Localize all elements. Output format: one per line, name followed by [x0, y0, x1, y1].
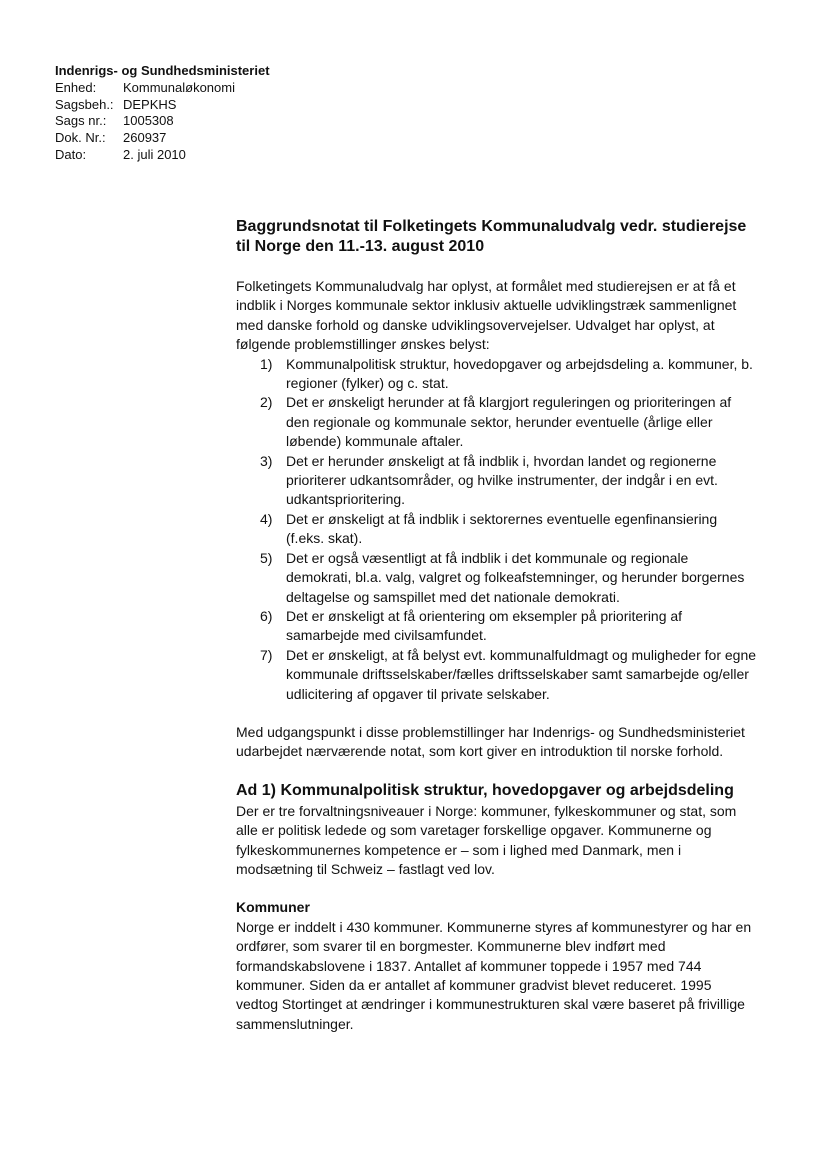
document-title: Baggrundsnotat til Folketingets Kommunaludvalg vedr. studierejse til Norge den 11.-13. august 2010 — [236, 218, 747, 255]
subsection-paragraph: Norge er inddelt i 430 kommuner. Kommunerne styres af kommunestyrer og har en ordfører, som svarer til en borgmester. Kommunerne blev indført med formandskabslovene i 1837. Antallet af kommuner toppede i 1957 med 744 kommuner. Siden da er antallet af kommuner gradvist blevet reduceret. 1995 vedtog Stortinget at ændringer i kommunestrukturen skal være baseret på frivillige sammenslutninger. — [236, 918, 752, 1032]
list-item — [236, 510, 756, 549]
list-item — [236, 549, 756, 607]
list-item-text: Det er også væsentligt at få indblik i det kommunale og regionale demokrati, bl.a. valg, valgret og folkeafstemninger, og herunder borgernes deltagelse og samspillet med det nationale demokrati. — [286, 549, 745, 605]
problem-list — [236, 355, 756, 704]
list-item — [236, 393, 756, 451]
header-field-label: Dato: — [55, 146, 87, 162]
list-item-text: Det er ønskeligt, at få belyst evt. kommunalfuldmagt og muligheder for egne kommunale driftsselskaber/fælles driftsselskaber samt samarbejde og/eller udlicitering af opgaver til private selskaber. — [286, 646, 757, 702]
list-item — [236, 607, 756, 646]
header-field-label: Sags nr.: — [55, 113, 107, 129]
header-field-label: Sagsbeh.: — [55, 96, 114, 112]
header-field-value: 260937 — [123, 130, 167, 146]
list-item-text: Kommunalpolitisk struktur, hovedopgaver og arbejdsdeling a. kommuner, b. regioner (fylker) og c. stat. — [286, 355, 753, 392]
list-item — [236, 646, 756, 704]
header-field-value: Kommunaløkonomi — [123, 79, 235, 95]
header-field-value: 2. juli 2010 — [123, 146, 186, 162]
paragraph-spacer — [236, 879, 756, 898]
section-paragraph: Der er tre forvaltningsniveauer i Norge: kommuner, fylkeskommuner og stat, som alle er politisk ledede og som varetager forskellige opgaver. Kommunerne og fylkeskommunernes kompetence er – som i lighed med Danmark, men i modsætning til Schweiz – fastlagt ved lov. — [236, 802, 737, 877]
subsection-heading: Kommuner — [236, 899, 310, 916]
header-field-case-number — [55, 113, 270, 130]
header-field-date — [55, 147, 270, 164]
document-body — [236, 217, 756, 1034]
header-field-value: 1005308 — [123, 113, 174, 129]
header-field-label: Dok. Nr.: — [55, 130, 106, 146]
header-field-handler — [55, 97, 270, 114]
document-header — [55, 63, 270, 164]
list-item-number: 7) — [260, 646, 273, 663]
list-item-number: 5) — [260, 549, 273, 566]
list-item-number: 6) — [260, 607, 273, 624]
header-field-unit — [55, 80, 270, 97]
paragraph-spacer — [236, 762, 756, 781]
header-field-label: Enhed: — [55, 79, 97, 95]
list-item-text: Det er herunder ønskeligt at få indblik i, hvordan landet og regionerne prioriterer udkantsområder, og hvilke instrumenter, der indgår i en evt. udkantsprioritering. — [286, 452, 718, 508]
header-field-value: DEPKHS — [123, 96, 177, 112]
list-item — [236, 452, 756, 510]
list-item-text: Det er ønskeligt herunder at få klargjort reguleringen og prioriteringen af den regionale og kommunale sektor, herunder eventuelle (årlige eller løbende) kommunale aftaler. — [286, 394, 732, 450]
list-item-number: 2) — [260, 394, 273, 411]
list-item-number: 3) — [260, 452, 273, 469]
list-item-text: Det er ønskeligt at få orientering om eksempler på prioritering af samarbejde med civilsamfundet. — [286, 607, 683, 644]
list-item-number: 4) — [260, 510, 273, 527]
closing-paragraph: Med udgangspunkt i disse problemstillinger har Indenrigs- og Sundhedsministeriet udarbejdet nærværende notat, som kort giver en introduktion til norske forhold. — [236, 723, 745, 760]
list-item-number: 1) — [260, 355, 273, 372]
list-item — [236, 355, 756, 394]
intro-paragraph: Folketingets Kommunaludvalg har oplyst, at formålet med studierejsen er at få et indblik i Norges kommunale sektor inklusiv aktuelle udviklingstræk sammenlignet med danske forhold og danske udviklingsovervejelser. Udvalget har oplyst, at følgende problemstillinger ønskes belyst: — [236, 278, 737, 353]
ministry-name: Indenrigs- og Sundhedsministeriet — [55, 63, 270, 78]
header-field-document-number — [55, 130, 270, 147]
section-heading: Ad 1) Kommunalpolitisk struktur, hovedopgaver og arbejdsdeling — [236, 781, 734, 799]
list-item-text: Det er ønskeligt at få indblik i sektorernes eventuelle egenfinansiering (f.eks. skat). — [286, 510, 718, 547]
paragraph-spacer — [236, 704, 756, 723]
